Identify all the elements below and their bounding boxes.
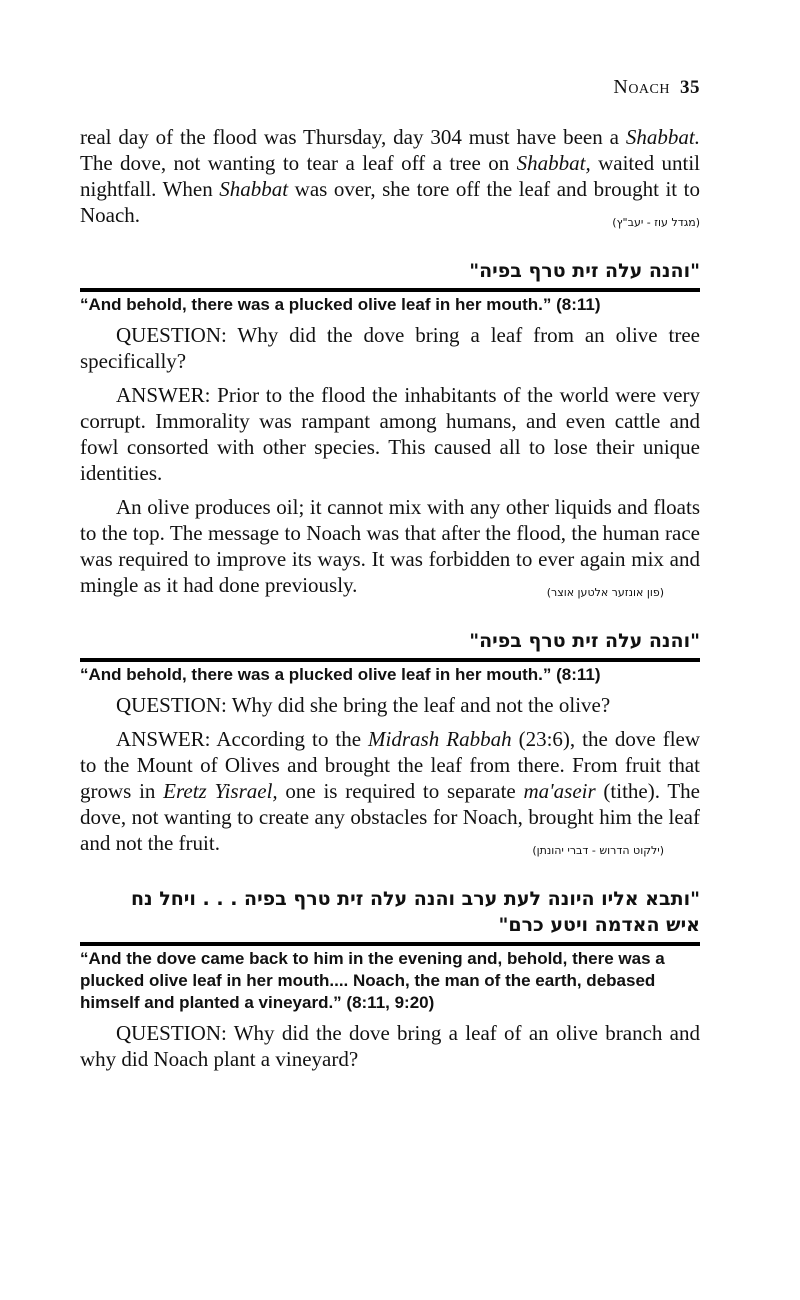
section: [80, 124, 700, 236]
italic-term: Eretz Yisrael,: [163, 779, 278, 803]
page-content: [80, 124, 700, 1072]
italic-term: ma'aseir: [523, 779, 596, 803]
text-run: one is required to separate: [277, 779, 524, 803]
text-run: (23:6), the dove flew to the Mount of Olives and brought the leaf from there. From fruit that grows in: [80, 727, 701, 803]
text-run: QUESTION: Why did she bring the leaf and not the olive?: [116, 693, 611, 717]
italic-term: Shabbat.: [625, 125, 700, 149]
body-paragraph: [80, 322, 700, 374]
body-paragraph: [80, 692, 700, 718]
text-run: ANSWER: According to the: [116, 727, 369, 751]
english-verse-heading: “And behold, there was a plucked olive leaf in her mouth.” (8:11): [80, 665, 601, 684]
heading-divider: [80, 942, 700, 946]
text-run: waited until nightfall. When: [80, 151, 700, 201]
heading-divider: [80, 288, 700, 292]
section: [80, 628, 700, 864]
section: [80, 886, 700, 1072]
text-run: real day of the flood was Thursday, day 304 must have been a: [80, 125, 626, 149]
body-paragraph: [80, 726, 700, 856]
italic-term: Shabbat,: [516, 151, 591, 175]
english-verse-heading: “And the dove came back to him in the evening and, behold, there was a plucked olive leaf in her mouth.... Noach, the man of the earth, debased himself and planted a vineyard.” (8:11, 9:20): [80, 949, 665, 1012]
source-citation: (פון אונזער אלטען אוצר): [546, 586, 664, 599]
body-paragraph: [80, 494, 700, 598]
running-header: [613, 76, 700, 99]
text-run: An olive produces oil; it cannot mix with any other liquids and floats to the top. The message to Noach was that after the flood, the human race was required to improve its ways. It was forbidden to ever again mix and mingle as it had done previously.: [80, 495, 700, 597]
english-verse-heading: “And behold, there was a plucked olive leaf in her mouth.” (8:11): [80, 295, 601, 314]
hebrew-verse-heading: "והנה עלה זית טרף בפיה": [469, 630, 700, 652]
text-run: QUESTION: Why did the dove bring a leaf of an olive branch and why did Noach plant a vineyard?: [80, 1021, 700, 1071]
italic-term: Shabbat: [219, 177, 289, 201]
text-run: was over, she tore off the leaf and brought it to Noach.: [80, 177, 700, 227]
text-run: The dove, not wanting to tear a leaf off a tree on: [80, 151, 517, 175]
text-run: ANSWER: Prior to the flood the inhabitants of the world were very corrupt. Immorality was rampant among humans, and even cattle and fowl consorted with other species. This caused all to lose their unique identities.: [80, 383, 700, 485]
source-citation: (ילקוט הדרוש - דברי יהונתן): [532, 844, 664, 857]
body-paragraph: [80, 382, 700, 486]
page-number: 35: [680, 77, 700, 98]
source-citation: (מגדל עוז - יעב"ץ): [612, 216, 700, 229]
text-run: (tithe). The dove, not wanting to create any obstacles for Noach, brought him the leaf and not the fruit.: [80, 779, 700, 855]
body-paragraph: [80, 124, 700, 228]
italic-term: Midrash Rabbah: [368, 727, 512, 751]
body-paragraph: [80, 1020, 700, 1072]
chapter-title: Noach: [613, 76, 670, 98]
heading-divider: [80, 658, 700, 662]
section: [80, 258, 700, 606]
hebrew-verse-heading: "ותבא אליו היונה לעת ערב והנה עלה זית טרף בפיה . . . ויחל נח איש האדמה ויטע כרם": [130, 888, 700, 936]
hebrew-verse-heading: "והנה עלה זית טרף בפיה": [469, 260, 700, 282]
text-run: QUESTION: Why did the dove bring a leaf from an olive tree specifically?: [80, 323, 700, 373]
